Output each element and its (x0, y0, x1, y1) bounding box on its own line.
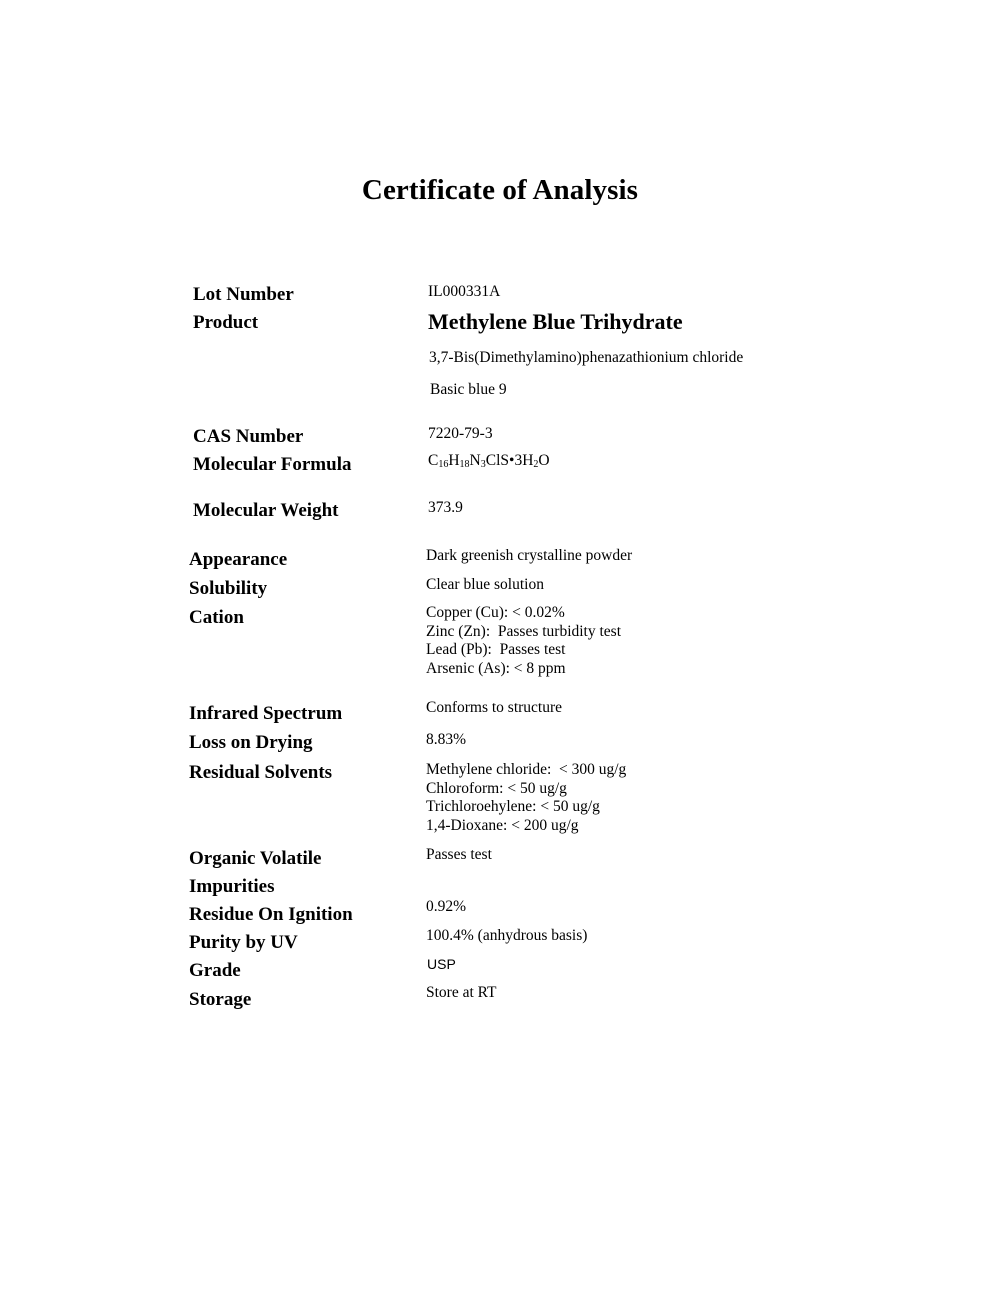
organic-volatile-label-line2: Impurities (189, 876, 275, 897)
cas-number-value: 7220-79-3 (428, 425, 493, 442)
organic-volatile-label-line1: Organic Volatile (189, 848, 322, 869)
cation-lead: Lead (Pb): Passes test (426, 641, 566, 658)
molecular-formula-label: Molecular Formula (193, 454, 352, 475)
product-name: Methylene Blue Trihydrate (428, 309, 683, 334)
molecular-weight-value: 373.9 (428, 499, 463, 516)
loss-on-drying-label: Loss on Drying (189, 732, 313, 753)
cas-number-label: CAS Number (193, 426, 304, 447)
purity-by-uv-value: 100.4% (anhydrous basis) (426, 927, 588, 944)
storage-value: Store at RT (426, 984, 497, 1001)
lot-number-value: IL000331A (428, 283, 501, 300)
appearance-value: Dark greenish crystalline powder (426, 547, 633, 564)
cation-label: Cation (189, 607, 244, 628)
solvent-trichloroethylene: Trichloroehylene: < 50 ug/g (426, 798, 600, 815)
cation-arsenic: Arsenic (As): < 8 ppm (426, 659, 566, 677)
cation-values (426, 604, 621, 678)
product-chemical-name: 3,7-Bis(Dimethylamino)phenazathionium chloride (429, 349, 744, 366)
product-synonym: Basic blue 9 (430, 381, 507, 398)
solvent-methylene-chloride: Methylene chloride: < 300 ug/g (426, 761, 627, 778)
solvent-dioxane: 1,4-Dioxane: < 200 ug/g (426, 816, 579, 834)
residue-on-ignition-value: 0.92% (426, 898, 467, 915)
appearance-label: Appearance (189, 549, 288, 570)
infrared-spectrum-value: Conforms to structure (426, 699, 563, 716)
residual-solvents-label: Residual Solvents (189, 762, 333, 783)
solvent-chloroform: Chloroform: < 50 ug/g (426, 779, 567, 797)
loss-on-drying-value: 8.83% (426, 731, 467, 748)
infrared-spectrum-label: Infrared Spectrum (189, 703, 343, 724)
residue-on-ignition-label: Residue On Ignition (189, 904, 353, 925)
residual-solvents-values (426, 761, 626, 835)
cation-zinc: Zinc (Zn): Passes turbidity test (426, 622, 622, 640)
organic-volatile-value: Passes test (426, 846, 492, 863)
page-title: Certificate of Analysis (361, 174, 639, 206)
solubility-value: Clear blue solution (426, 576, 544, 593)
grade-label: Grade (189, 960, 241, 981)
storage-label: Storage (189, 989, 252, 1010)
purity-by-uv-label: Purity by UV (189, 932, 298, 953)
cation-copper: Copper (Cu): < 0.02% (426, 604, 565, 621)
lot-number-label: Lot Number (193, 284, 294, 305)
molecular-weight-label: Molecular Weight (193, 500, 339, 521)
product-label: Product (193, 312, 259, 333)
molecular-formula-value: $C_{16}H_{18}N_3ClS•3H_2O$ (428, 452, 550, 470)
grade-value: USP (427, 956, 456, 972)
solubility-label: Solubility (189, 578, 268, 599)
